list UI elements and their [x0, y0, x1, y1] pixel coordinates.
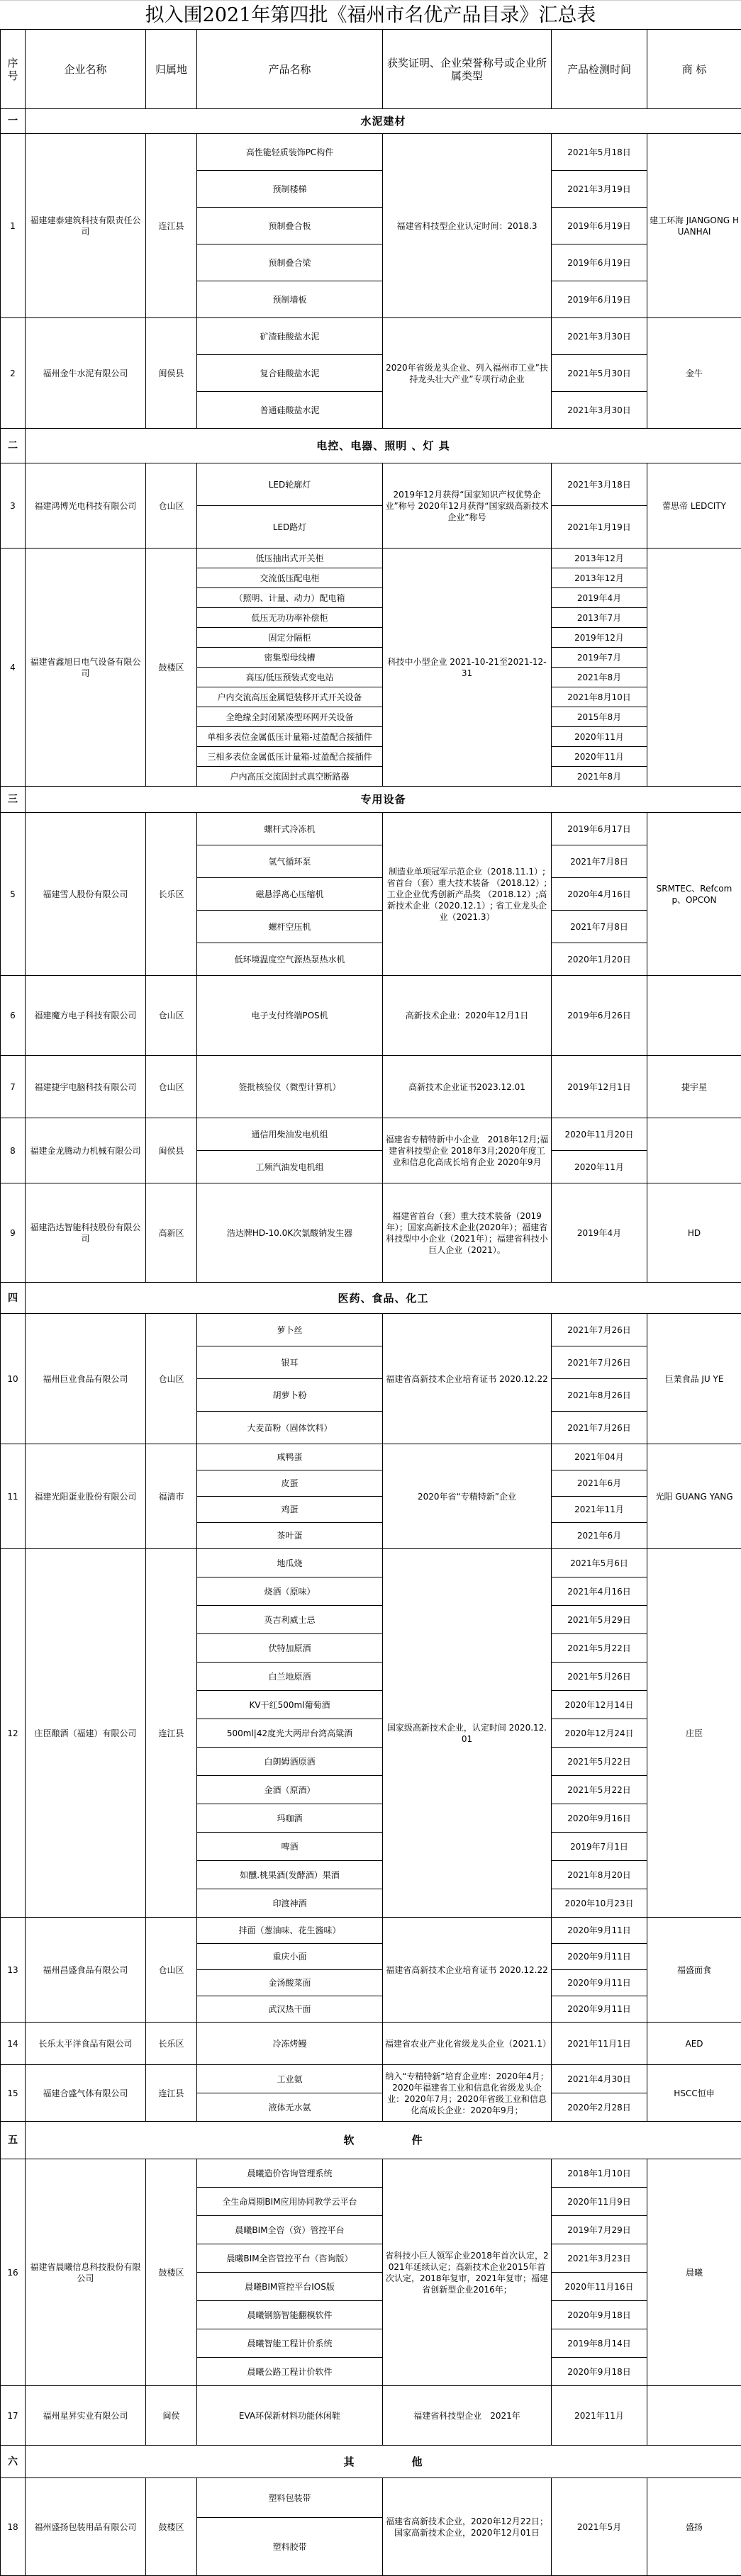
table-row	[1, 1549, 741, 1577]
test-date: 2021年4月16日	[552, 1577, 647, 1606]
test-date: 2019年7月	[552, 648, 647, 668]
test-date: 2019年6月19日	[552, 208, 647, 244]
test-date: 2021年8月	[552, 668, 647, 687]
header-row	[1, 30, 741, 109]
row-number: 6	[1, 976, 26, 1056]
table-row	[1, 1056, 741, 1118]
test-date: 2021年11月	[552, 1497, 647, 1523]
product-name: 大麦苗粉（固体饮料）	[197, 1412, 383, 1444]
product-name: 低压抽出式开关柜	[197, 549, 383, 568]
test-date: 2019年7月29日	[552, 2216, 647, 2244]
product-name: EVA环保新材料功能休闲鞋	[197, 2386, 383, 2446]
table-row	[1, 134, 741, 171]
honor: 福建省专精特新中小企业 2018年12月;福建省科技型企业 2018年3月;2020年度工业和信息化高成长培育企业 2020年9月	[383, 1118, 552, 1183]
product-name: 晨曦智能工程计价系统	[197, 2329, 383, 2358]
company-name: 福建鸿博光电科技有限公司	[26, 463, 146, 549]
test-date: 2019年6月19日	[552, 244, 647, 281]
header-brand: 商 标	[647, 30, 741, 109]
test-date: 2019年7月1日	[552, 1833, 647, 1861]
honor: 福建省高新技术企业培育证书 2020.12.22	[383, 1314, 552, 1444]
test-date: 2021年04月	[552, 1444, 647, 1470]
row-number: 7	[1, 1056, 26, 1118]
honor: 福建省高新技术企业，2020年12月22日；国家高新技术企业，2020年12月01日	[383, 2478, 552, 2576]
product-name: 单相多表位金属低压计量箱-过盈配合接插件	[197, 727, 383, 747]
test-date: 2021年1月19日	[552, 506, 647, 549]
test-date: 2020年11月	[552, 727, 647, 747]
test-date: 2018年1月10日	[552, 2159, 647, 2188]
product-name: 工频汽油发电机组	[197, 1151, 383, 1183]
test-date: 2019年8月14日	[552, 2329, 647, 2358]
table-row	[1, 1118, 741, 1151]
company-name: 庄臣酿酒（福建）有限公司	[26, 1549, 146, 1918]
product-name: 磁悬浮离心压缩机	[197, 878, 383, 911]
brand-logo: HSCC恒申	[647, 2065, 741, 2122]
test-date: 2020年12月24日	[552, 1719, 647, 1748]
test-date: 2021年6月	[552, 1523, 647, 1549]
honor: 科技中小型企业 2021-10-21至2021-12-31	[383, 549, 552, 787]
product-name: 萝卜丝	[197, 1314, 383, 1346]
product-name: 交流低压配电柜	[197, 568, 383, 588]
product-name: 咸鸭蛋	[197, 1444, 383, 1470]
product-name: LED轮廓灯	[197, 463, 383, 506]
product-name: 预制楼梯	[197, 171, 383, 208]
honor: 纳入“专精特新”培育企业库：2020年4月；2020年福建省工业和信息化省级龙头企业：2020年7月；2020年省级工业和信息化高成长企业：2020年9月；	[383, 2065, 552, 2122]
test-date: 2021年5月	[552, 2478, 647, 2576]
test-date: 2020年1月20日	[552, 943, 647, 976]
brand-logo: 光阳 GUANG YANG	[647, 1444, 741, 1549]
company-name: 福州星昇实业有限公司	[26, 2386, 146, 2446]
row-number: 4	[1, 549, 26, 787]
product-name: 低环境温度空气源热泵热水机	[197, 943, 383, 976]
product-name: 印渡神酒	[197, 1889, 383, 1918]
honor: 福建省首台（套）重大技术装备（2019年）；国家高新技术企业(2020年）；福建省科技型中小企业（2021年）；福建省科技小巨人企业（2021）。	[383, 1183, 552, 1283]
table-row	[1, 1918, 741, 1944]
brand-logo: 晨曦	[647, 2159, 741, 2386]
product-name: 英吉利威士忌	[197, 1606, 383, 1634]
row-number: 16	[1, 2159, 26, 2386]
company-name: 福州盛扬包装用品有限公司	[26, 2478, 146, 2576]
product-name: 预制墙板	[197, 281, 383, 318]
brand-logo: 金牛	[647, 318, 741, 429]
company-name: 福州昌盛食品有限公司	[26, 1918, 146, 2023]
brand-logo: 福盛面食	[647, 1918, 741, 2023]
test-date: 2020年9月18日	[552, 2301, 647, 2329]
section-name: 专用设备	[26, 787, 741, 813]
company-name: 福州金牛水泥有限公司	[26, 318, 146, 429]
location: 鼓楼区	[146, 549, 197, 787]
test-date: 2020年12月14日	[552, 1691, 647, 1719]
honor: 福建省高新技术企业培育证书 2020.12.22	[383, 1918, 552, 2023]
location: 连江县	[146, 2065, 197, 2122]
page-title: 拟入围2021年第四批《福州市名优产品目录》汇总表	[0, 0, 741, 29]
product-name: 户内交流高压金属铠装移开式开关设备	[197, 687, 383, 707]
test-date: 2020年9月11日	[552, 1918, 647, 1944]
product-name: 晨曦公路工程计价软件	[197, 2358, 383, 2386]
product-name: 晨曦BIM管控平台IOS版	[197, 2273, 383, 2301]
table-row	[1, 1444, 741, 1470]
header-company: 企业名称	[26, 30, 146, 109]
product-name: 啤酒	[197, 1833, 383, 1861]
table-row	[1, 2065, 741, 2093]
company-name: 福州巨业食品有限公司	[26, 1314, 146, 1444]
test-date: 2021年3月30日	[552, 318, 647, 355]
row-number: 5	[1, 813, 26, 976]
section-row	[1, 109, 741, 134]
location: 闽侯	[146, 2386, 197, 2446]
test-date: 2020年11月16日	[552, 2273, 647, 2301]
product-name: 玛咖酒	[197, 1804, 383, 1833]
test-date: 2021年5月30日	[552, 355, 647, 392]
test-date: 2021年4月30日	[552, 2065, 647, 2093]
test-date: 2021年11月1日	[552, 2023, 647, 2065]
company-name: 长乐太平洋食品有限公司	[26, 2023, 146, 2065]
product-name: 普通硅酸盐水泥	[197, 392, 383, 429]
test-date: 2021年5月18日	[552, 134, 647, 171]
product-name: 矿渣硅酸盐水泥	[197, 318, 383, 355]
test-date: 2019年6月17日	[552, 813, 647, 845]
test-date: 2021年5月26日	[552, 1663, 647, 1691]
table-row	[1, 2386, 741, 2446]
test-date: 2020年9月11日	[552, 1944, 647, 1970]
test-date: 2021年3月30日	[552, 392, 647, 429]
location: 长乐区	[146, 813, 197, 976]
table-row	[1, 463, 741, 506]
test-date: 2021年8月20日	[552, 1861, 647, 1889]
row-number: 17	[1, 2386, 26, 2446]
section-number: 四	[1, 1283, 26, 1314]
honor: 2020年省“专精特新”企业	[383, 1444, 552, 1549]
section-row	[1, 787, 741, 813]
product-name: 晨曦BIM全咨管控平台（咨询版）	[197, 2244, 383, 2273]
brand-logo: 蕾思帝 LEDCITY	[647, 463, 741, 549]
product-name: 全生命周期BIM应用协同教学云平台	[197, 2188, 383, 2216]
brand-logo: HD	[647, 1183, 741, 1283]
company-name: 福建捷宇电脑科技有限公司	[26, 1056, 146, 1118]
product-name: 预制叠合板	[197, 208, 383, 244]
table-row	[1, 813, 741, 845]
brand-logo: 巨業食品 JU YE	[647, 1314, 741, 1444]
product-name: 预制叠合梁	[197, 244, 383, 281]
table-row	[1, 1314, 741, 1346]
section-row	[1, 429, 741, 463]
location: 鼓楼区	[146, 2159, 197, 2386]
company-name: 福建省晨曦信息科技股份有限公司	[26, 2159, 146, 2386]
header-honor: 获奖证明、企业荣誉称号或企业所属类型	[383, 30, 552, 109]
honor: 福建省科技型企业 2021年	[383, 2386, 552, 2446]
honor: 制造业单项冠军示范企业（2018.11.1）;省首台（套）重大技术装备 （2018.12）;工业企业优秀创新产品奖 （2018.12）;高新技术企业（2020.12.1）; 省工业龙头企业（2021.3）	[383, 813, 552, 976]
test-date: 2021年3月23日	[552, 2244, 647, 2273]
product-name: 伏特加原酒	[197, 1634, 383, 1663]
location: 仓山区	[146, 976, 197, 1056]
product-name: 低压无功功率补偿柜	[197, 608, 383, 628]
test-date: 2021年7月26日	[552, 1412, 647, 1444]
table-row	[1, 2023, 741, 2065]
honor: 高新技术企业：2020年12月1日	[383, 976, 552, 1056]
test-date: 2021年7月8日	[552, 845, 647, 878]
company-name: 福建金龙腾动力机械有限公司	[26, 1118, 146, 1183]
section-number: 五	[1, 2122, 26, 2159]
brand-logo	[647, 2386, 741, 2446]
test-date: 2015年8月	[552, 707, 647, 727]
location: 仓山区	[146, 1918, 197, 2023]
product-name: 鸡蛋	[197, 1497, 383, 1523]
product-name: 白兰地原酒	[197, 1663, 383, 1691]
table-row	[1, 2478, 741, 2518]
brand-logo: 建工环海 JIANGONG HUANHAI	[647, 134, 741, 318]
company-name: 福建雪人股份有限公司	[26, 813, 146, 976]
brand-logo: AED	[647, 2023, 741, 2065]
company-name: 福建魔方电子科技有限公司	[26, 976, 146, 1056]
test-date: 2021年7月26日	[552, 1346, 647, 1379]
test-date: 2019年4月	[552, 1183, 647, 1283]
section-name: 医药、食品、化工	[26, 1283, 741, 1314]
row-number: 1	[1, 134, 26, 318]
test-date: 2020年11月	[552, 1151, 647, 1183]
section-number: 二	[1, 429, 26, 463]
test-date: 2020年10月23日	[552, 1889, 647, 1918]
test-date: 2021年6月	[552, 1470, 647, 1497]
product-name: 密集型母线槽	[197, 648, 383, 668]
test-date: 2020年11月9日	[552, 2188, 647, 2216]
product-name: 烧酒（原味）	[197, 1577, 383, 1606]
section-row	[1, 2122, 741, 2159]
test-date: 2021年7月26日	[552, 1314, 647, 1346]
honor: 福建省农业产业化省级龙头企业（2021.1）	[383, 2023, 552, 2065]
brand-logo: SRMTEC、Refcomp、OPCON	[647, 813, 741, 976]
test-date: 2021年8月	[552, 767, 647, 787]
location: 闽侯县	[146, 1118, 197, 1183]
row-number: 15	[1, 2065, 26, 2122]
section-number: 一	[1, 109, 26, 134]
product-name: 液体无水氨	[197, 2093, 383, 2122]
row-number: 12	[1, 1549, 26, 1918]
test-date: 2021年5月22日	[552, 1634, 647, 1663]
location: 鼓楼区	[146, 2478, 197, 2576]
test-date: 2019年6月19日	[552, 281, 647, 318]
brand-logo	[647, 976, 741, 1056]
product-name: 螺杆式冷冻机	[197, 813, 383, 845]
test-date: 2020年9月18日	[552, 2358, 647, 2386]
test-date: 2021年7月8日	[552, 911, 647, 943]
product-name: 武汉热干面	[197, 1996, 383, 2023]
test-date: 2013年12月	[552, 568, 647, 588]
product-table	[0, 29, 741, 2576]
brand-logo	[647, 549, 741, 787]
section-name: 水泥建材	[26, 109, 741, 134]
test-date: 2021年11月	[552, 2386, 647, 2446]
row-number: 9	[1, 1183, 26, 1283]
row-number: 14	[1, 2023, 26, 2065]
product-name: 拌面（葱油味、花生酱味）	[197, 1918, 383, 1944]
product-name: 冷冻烤鳗	[197, 2023, 383, 2065]
section-name: 电控、电器、照明 、灯 具	[26, 429, 741, 463]
test-date: 2021年3月18日	[552, 463, 647, 506]
section-name: 其 他	[26, 2446, 741, 2478]
company-name: 福建光阳蛋业股份有限公司	[26, 1444, 146, 1549]
product-name: 高性能轻质装饰PC构件	[197, 134, 383, 171]
product-name: 金汤酸菜面	[197, 1970, 383, 1996]
header-product: 产品名称	[197, 30, 383, 109]
test-date: 2021年8月26日	[552, 1379, 647, 1412]
honor: 省科技小巨人领军企业2018年首次认定，2021年延续认定；高新技术企业2015年首次认定，2018年复审，2021年复审；福建省创新型企业2016年；	[383, 2159, 552, 2386]
row-number: 10	[1, 1314, 26, 1444]
table-row	[1, 2159, 741, 2188]
location: 连江县	[146, 1549, 197, 1918]
company-name: 福建建泰建筑科技有限责任公司	[26, 134, 146, 318]
test-date: 2021年5月6日	[552, 1549, 647, 1577]
honor: 国家级高新技术企业，认定时间 2020.12.01	[383, 1549, 552, 1918]
product-name: 地瓜烧	[197, 1549, 383, 1577]
location: 闽侯县	[146, 318, 197, 429]
company-name: 福建省鑫旭日电气设备有限公司	[26, 549, 146, 787]
product-name: 氢气循环泵	[197, 845, 383, 878]
product-name: 工业氨	[197, 2065, 383, 2093]
test-date: 2020年9月11日	[552, 1996, 647, 2023]
company-name: 福建浩达智能科技股份有限公司	[26, 1183, 146, 1283]
product-name: 通信用柴油发电机组	[197, 1118, 383, 1151]
test-date: 2021年3月19日	[552, 171, 647, 208]
table-row	[1, 976, 741, 1056]
location: 仓山区	[146, 1056, 197, 1118]
test-date: 2020年11月20日	[552, 1118, 647, 1151]
product-name: 螺杆空压机	[197, 911, 383, 943]
product-name: 银耳	[197, 1346, 383, 1379]
product-name: 金酒（原酒）	[197, 1776, 383, 1804]
test-date: 2020年9月16日	[552, 1804, 647, 1833]
honor: 福建省科技型企业认定时间：2018.3	[383, 134, 552, 318]
test-date: 2021年5月29日	[552, 1606, 647, 1634]
row-number: 13	[1, 1918, 26, 2023]
table-row	[1, 1183, 741, 1283]
section-name: 软 件	[26, 2122, 741, 2159]
product-name: 电子支付终端POS机	[197, 976, 383, 1056]
row-number: 8	[1, 1118, 26, 1183]
section-number: 三	[1, 787, 26, 813]
product-name: 晨曦BIM全咨（资）管控平台	[197, 2216, 383, 2244]
product-name: 高压/低压预装式变电站	[197, 668, 383, 687]
test-date: 2013年7月	[552, 608, 647, 628]
test-date: 2020年2月28日	[552, 2093, 647, 2122]
brand-logo: 庄臣	[647, 1549, 741, 1918]
test-date: 2013年12月	[552, 549, 647, 568]
location: 连江县	[146, 134, 197, 318]
product-name: 重庆小面	[197, 1944, 383, 1970]
product-name: （照明、计量、动力）配电箱	[197, 588, 383, 608]
product-name: 塑料胶带	[197, 2518, 383, 2576]
location: 福清市	[146, 1444, 197, 1549]
location: 长乐区	[146, 2023, 197, 2065]
test-date: 2019年12月	[552, 628, 647, 648]
product-name: 复合硅酸盐水泥	[197, 355, 383, 392]
table-row	[1, 318, 741, 355]
product-name: 户内高压交流固封式真空断路器	[197, 767, 383, 787]
section-row	[1, 1283, 741, 1314]
section-number: 六	[1, 2446, 26, 2478]
test-date: 2019年6月26日	[552, 976, 647, 1056]
product-name: 晨曦造价咨询管理系统	[197, 2159, 383, 2188]
product-name: 浩达牌HD-10.0K次氯酸钠发生器	[197, 1183, 383, 1283]
product-name: 皮蛋	[197, 1470, 383, 1497]
table-row	[1, 549, 741, 568]
location: 高新区	[146, 1183, 197, 1283]
section-row	[1, 2446, 741, 2478]
product-name: 晨曦钢筋智能翻模软件	[197, 2301, 383, 2329]
product-name: 500ml|42度光大两岸台湾高粱酒	[197, 1719, 383, 1748]
product-name: 全绝缘全封闭紧凑型环网开关设备	[197, 707, 383, 727]
brand-logo	[647, 1118, 741, 1183]
company-name: 福建合盛气体有限公司	[26, 2065, 146, 2122]
test-date: 2020年4月16日	[552, 878, 647, 911]
honor: 高新技术企业证书2023.12.01	[383, 1056, 552, 1118]
test-date: 2021年8月10日	[552, 687, 647, 707]
row-number: 3	[1, 463, 26, 549]
row-number: 11	[1, 1444, 26, 1549]
test-date: 2021年5月22日	[552, 1748, 647, 1776]
header-test-date: 产品检测时间	[552, 30, 647, 109]
honor: 2019年12月获得“国家知识产权优势企业”称号 2020年12月获得“国家级高新技术企业”称号	[383, 463, 552, 549]
row-number: 18	[1, 2478, 26, 2576]
test-date: 2019年12月1日	[552, 1056, 647, 1118]
header-location: 归属地	[146, 30, 197, 109]
test-date: 2019年4月	[552, 588, 647, 608]
row-number: 2	[1, 318, 26, 429]
brand-logo: 捷宇星	[647, 1056, 741, 1118]
product-name: 如醺.桃果酒(发酵酒）果酒	[197, 1861, 383, 1889]
product-name: 签批核验仪（微型计算机）	[197, 1056, 383, 1118]
product-name: 固定分隔柜	[197, 628, 383, 648]
product-name: 塑料包装带	[197, 2478, 383, 2518]
brand-logo: 盛扬	[647, 2478, 741, 2576]
honor: 2020年省级龙头企业、列入福州市工业”扶持龙头壮大产业”专项行动企业	[383, 318, 552, 429]
product-name: 茶叶蛋	[197, 1523, 383, 1549]
location: 仓山区	[146, 463, 197, 549]
test-date: 2020年9月11日	[552, 1970, 647, 1996]
product-name: 三相多表位金属低压计量箱-过盈配合接插件	[197, 747, 383, 767]
test-date: 2021年5月22日	[552, 1776, 647, 1804]
location: 仓山区	[146, 1314, 197, 1444]
product-name: 白朗姆酒原酒	[197, 1748, 383, 1776]
product-name: 胡萝卜粉	[197, 1379, 383, 1412]
header-no: 序号	[1, 30, 26, 109]
test-date: 2020年11月	[552, 747, 647, 767]
product-name: KV干红500ml葡萄酒	[197, 1691, 383, 1719]
product-name: LED路灯	[197, 506, 383, 549]
